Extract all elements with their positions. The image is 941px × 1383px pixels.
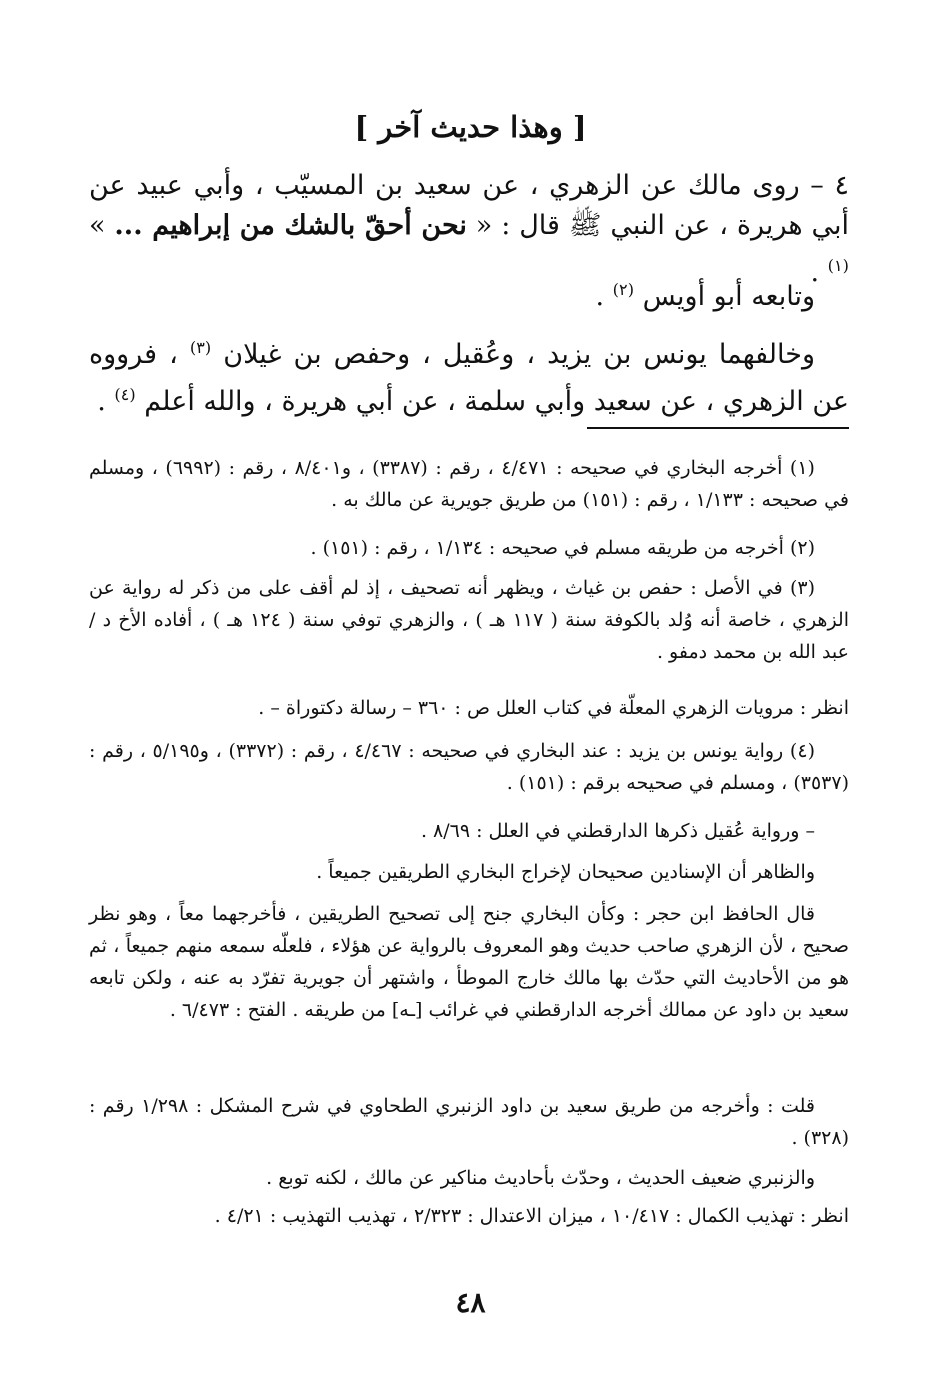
footnote-ref-4[interactable]: (٤) <box>114 385 136 404</box>
footnote-1: (١) أخرجه البخاري في صحيحه : ٤/٤٧١ ، رقم : (٣٣٨٧) ، و٨/٤٠١ ، رقم : (٦٩٩٢) ، ومسلم في صحيحه : ١/١٣٣ ، رقم : (١٥١) من طريق جويرية عن مالك به . <box>89 457 849 511</box>
footnote-4-uqayl: – ورواية عُقيل ذكرها الدارقطني في العلل : ٨/٦٩ . <box>420 820 815 842</box>
footnote-4-conclusion: والظاهر أن الإسنادين صحيحان لإخراج البخاري الطريقين جميعاً . <box>316 861 815 883</box>
footnote-4-ibn-hajar: قال الحافظ ابن حجر : وكأن البخاري جنح إلى تصحيح الطريقين ، فأخرجهما معاً ، وهو نظر صحيح ، لأن الزهري صاحب حديث وهو المعروف بالرواية عن هؤلاء ، فلعلّه سمعه منهم جميعاً ، ثم هو من الأحاديث التي حدّث بها مالك خارج الموطأ ، واشتهر أن جويرية تفرّد به عنه ، ولكن تابعه سعيد بن داود عن ممالك أخرجه الدارقطني في غرائب [ـه] من طريقه . الفتح : ٦/٤٧٣ . <box>89 903 849 1021</box>
contrary-text-b: ، فرووه عن الزهري ، عن سعيد وأبي سلمة ، عن أبي هريرة ، والله أعلم <box>89 339 849 417</box>
footnote-ref-3[interactable]: (٣) <box>189 338 212 357</box>
hadith-quote: نحن أحقّ بالشك من إبراهيم ... <box>114 210 467 241</box>
hadith-text-b: » <box>89 210 115 241</box>
footnote-ref-1[interactable]: (١) <box>827 256 849 275</box>
hadith-text-end: . <box>810 257 828 288</box>
footnote-4-refs: انظر : تهذيب الكمال : ١٠/٤١٧ ، ميزان الاعتدال : ٢/٣٢٣ ، تهذيب التهذيب : ٤/٢١ . <box>214 1205 849 1227</box>
footnote-3-source: انظر : مرويات الزهري المعلّة في كتاب العلل ص : ٣٦٠ – رسالة دكتوراة – . <box>258 697 849 719</box>
footnote-4: (٤) رواية يونس بن يزيد : عند البخاري في صحيحه : ٤/٤٦٧ ، رقم : (٣٣٧٢) ، و٥/١٩٥ ، رقم : (٣٥٣٧) ، ومسلم في صحيحه برقم : (١٥١) . <box>89 740 849 794</box>
hadith-text-a: ٤ – روى مالك عن الزهري ، عن سعيد بن المسيّب ، وأبي عبيد عن أبي هريرة ، عن النبي ﷺ قال : « <box>89 170 849 241</box>
footnote-4-zanbari: والزنبري ضعيف الحديث ، وحدّث بأحاديث مناكير عن مالك ، لكنه توبع . <box>266 1167 815 1189</box>
contrary-text-end: . <box>97 386 115 417</box>
footnote-3: (٣) في الأصل : حفص بن غياث ، ويظهر أنه تصحيف ، إذ لم أقف على من ذكر له رواية عن الزهري ، خاصة أنه وُلد بالكوفة سنة ( ١١٧ هـ ) ، والزهري توفي سنة ( ١٢٤ هـ ) ، أفاده الأخ د / عبد الله بن محمد دمفو . <box>89 577 849 663</box>
section-heading: [ وهذا حديث آخر ] <box>354 110 587 144</box>
page-number: ٤٨ <box>455 1286 486 1319</box>
footnote-ref-2[interactable]: (٢) <box>612 280 635 299</box>
follow-up-end: . <box>595 281 613 312</box>
contrary-text-a: وخالفهما يونس بن يزيد ، وعُقيل ، وحفص بن غيلان <box>211 339 815 370</box>
contrary-paragraph <box>89 328 849 422</box>
follow-up-text: وتابعه أبو أويس <box>634 281 815 312</box>
follow-up-paragraph <box>89 270 849 317</box>
footnote-divider <box>587 427 849 429</box>
footnote-2: (٢) أخرجه من طريقه مسلم في صحيحه : ١/١٣٤ ، رقم : (١٥١) . <box>310 537 815 559</box>
footnote-4-tahawi: قلت : وأخرجه من طريق سعيد بن داود الزنبري الطحاوي في شرح المشكل : ١/٢٩٨ رقم : (٣٢٨) . <box>89 1095 849 1149</box>
